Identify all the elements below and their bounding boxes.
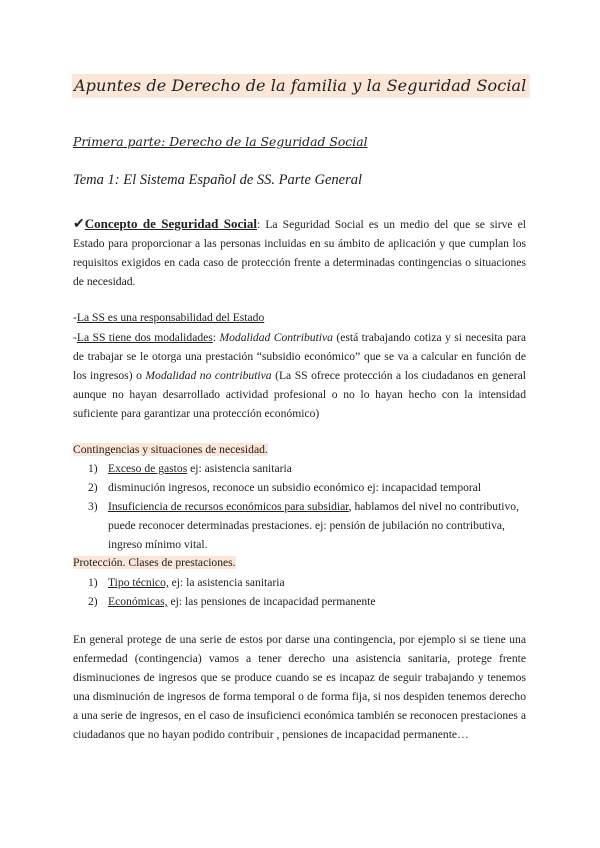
page-title: Apuntes de Derecho de la familia y la Seguridad Social — [72, 74, 530, 98]
concepto-colon: : — [257, 218, 261, 231]
list-item — [73, 592, 526, 611]
list-item — [73, 497, 526, 554]
list-item-text: ej: asistencia sanitaria — [187, 462, 292, 475]
modalidades-text1: (está trabajando cotiza y si necesita para de trabajar se le otorga una prestación “subsidio económico” que se va a calcular en función de los ingresos) o — [73, 331, 527, 382]
modalidades-text2: (La SS ofrece protección a los ciudadanos en general aunque no hayan desarrollado actividad profesional o no lo hayan hecho con la intensidad suficiente para garantizar una protección económico) — [73, 369, 526, 420]
concepto-text: La Seguridad Social es un medio del que se sirve el Estado para proporcionar a las personas incluidas en su ámbito de aplicación y que cumplan los requisitos exigidos en cada caso de protección frente a determinadas contingencias o situaciones de necesidad. — [73, 218, 526, 288]
list-item — [73, 573, 526, 592]
list-item-label: Tipo técnico, — [108, 576, 169, 589]
proteccion-list — [73, 573, 526, 611]
list-number: 2) — [88, 595, 98, 608]
list-item-label: Exceso de gastos — [108, 462, 188, 475]
modalidad-no-contributiva: Modalidad no contributiva — [145, 369, 272, 382]
modalidades-paragraph — [73, 328, 526, 423]
list-item-text: ej: la asistencia sanitaria — [168, 576, 285, 589]
checkmark-icon: ✔ — [73, 217, 85, 232]
topic-heading: Tema 1: El Sistema Español de SS. Parte General — [73, 172, 363, 188]
list-number: 1) — [88, 576, 98, 589]
proteccion-heading: Protección. Clases de prestaciones. — [73, 556, 236, 569]
concepto-heading: Concepto de Seguridad Social — [84, 216, 258, 231]
list-item — [73, 478, 526, 497]
list-item-text: ej: las pensiones de incapacidad permanente — [167, 595, 376, 608]
responsabilidad-line — [73, 311, 264, 324]
contingencias-heading-line — [73, 443, 268, 456]
contingencias-heading: Contingencias y situaciones de necesidad. — [73, 443, 268, 456]
responsabilidad-text: La SS es una responsabilidad del Estado — [76, 311, 265, 324]
list-item-text: disminución ingresos, reconoce un subsidio económico ej: incapacidad temporal — [108, 481, 482, 494]
final-paragraph: En general protege de una serie de estos por darse una contingencia, por ejemplo si se tiene una enfermedad (contingencia) vamos a tener derecho una asistencia sanitaria, protege frente disminuciones de ingresos que se produce cuando se es incapaz de seguir trabajando y tenemos una disminución de ingresos de forma temporal o de forma fija, si nos despiden tenemos derecho a una serie de ingresos, en el caso de insuficienci económica también se reconocen prestaciones a ciudadanos que no hayan podido contribuir , pensiones de incapacidad permanente… — [73, 633, 526, 741]
proteccion-heading-line — [73, 556, 236, 569]
list-number: 2) — [88, 481, 98, 494]
contingencias-list — [73, 459, 526, 554]
responsabilidad-dash: - — [73, 311, 77, 324]
modalidades-label: La SS tiene dos modalidades — [76, 331, 213, 344]
modalidades-dash: - — [73, 331, 77, 344]
list-item-label: Económicas, — [108, 595, 168, 608]
modalidad-contributiva: Modalidad Contributiva — [219, 331, 333, 344]
section-subtitle: Primera parte: Derecho de la Seguridad Social — [73, 134, 368, 149]
modalidades-colon: : — [212, 331, 220, 344]
concepto-paragraph — [73, 214, 526, 291]
list-number: 1) — [88, 462, 98, 475]
list-item — [73, 459, 526, 478]
list-number: 3) — [88, 500, 98, 513]
list-item-text: , hablamos del nivel no contributivo, puede reconocer determinadas prestaciones. ej: pensión de jubilación no contributiva, ingreso mínimo vital. — [108, 500, 520, 551]
list-item-label: Insuficiencia de recursos económicos para subsidiar — [108, 500, 349, 513]
